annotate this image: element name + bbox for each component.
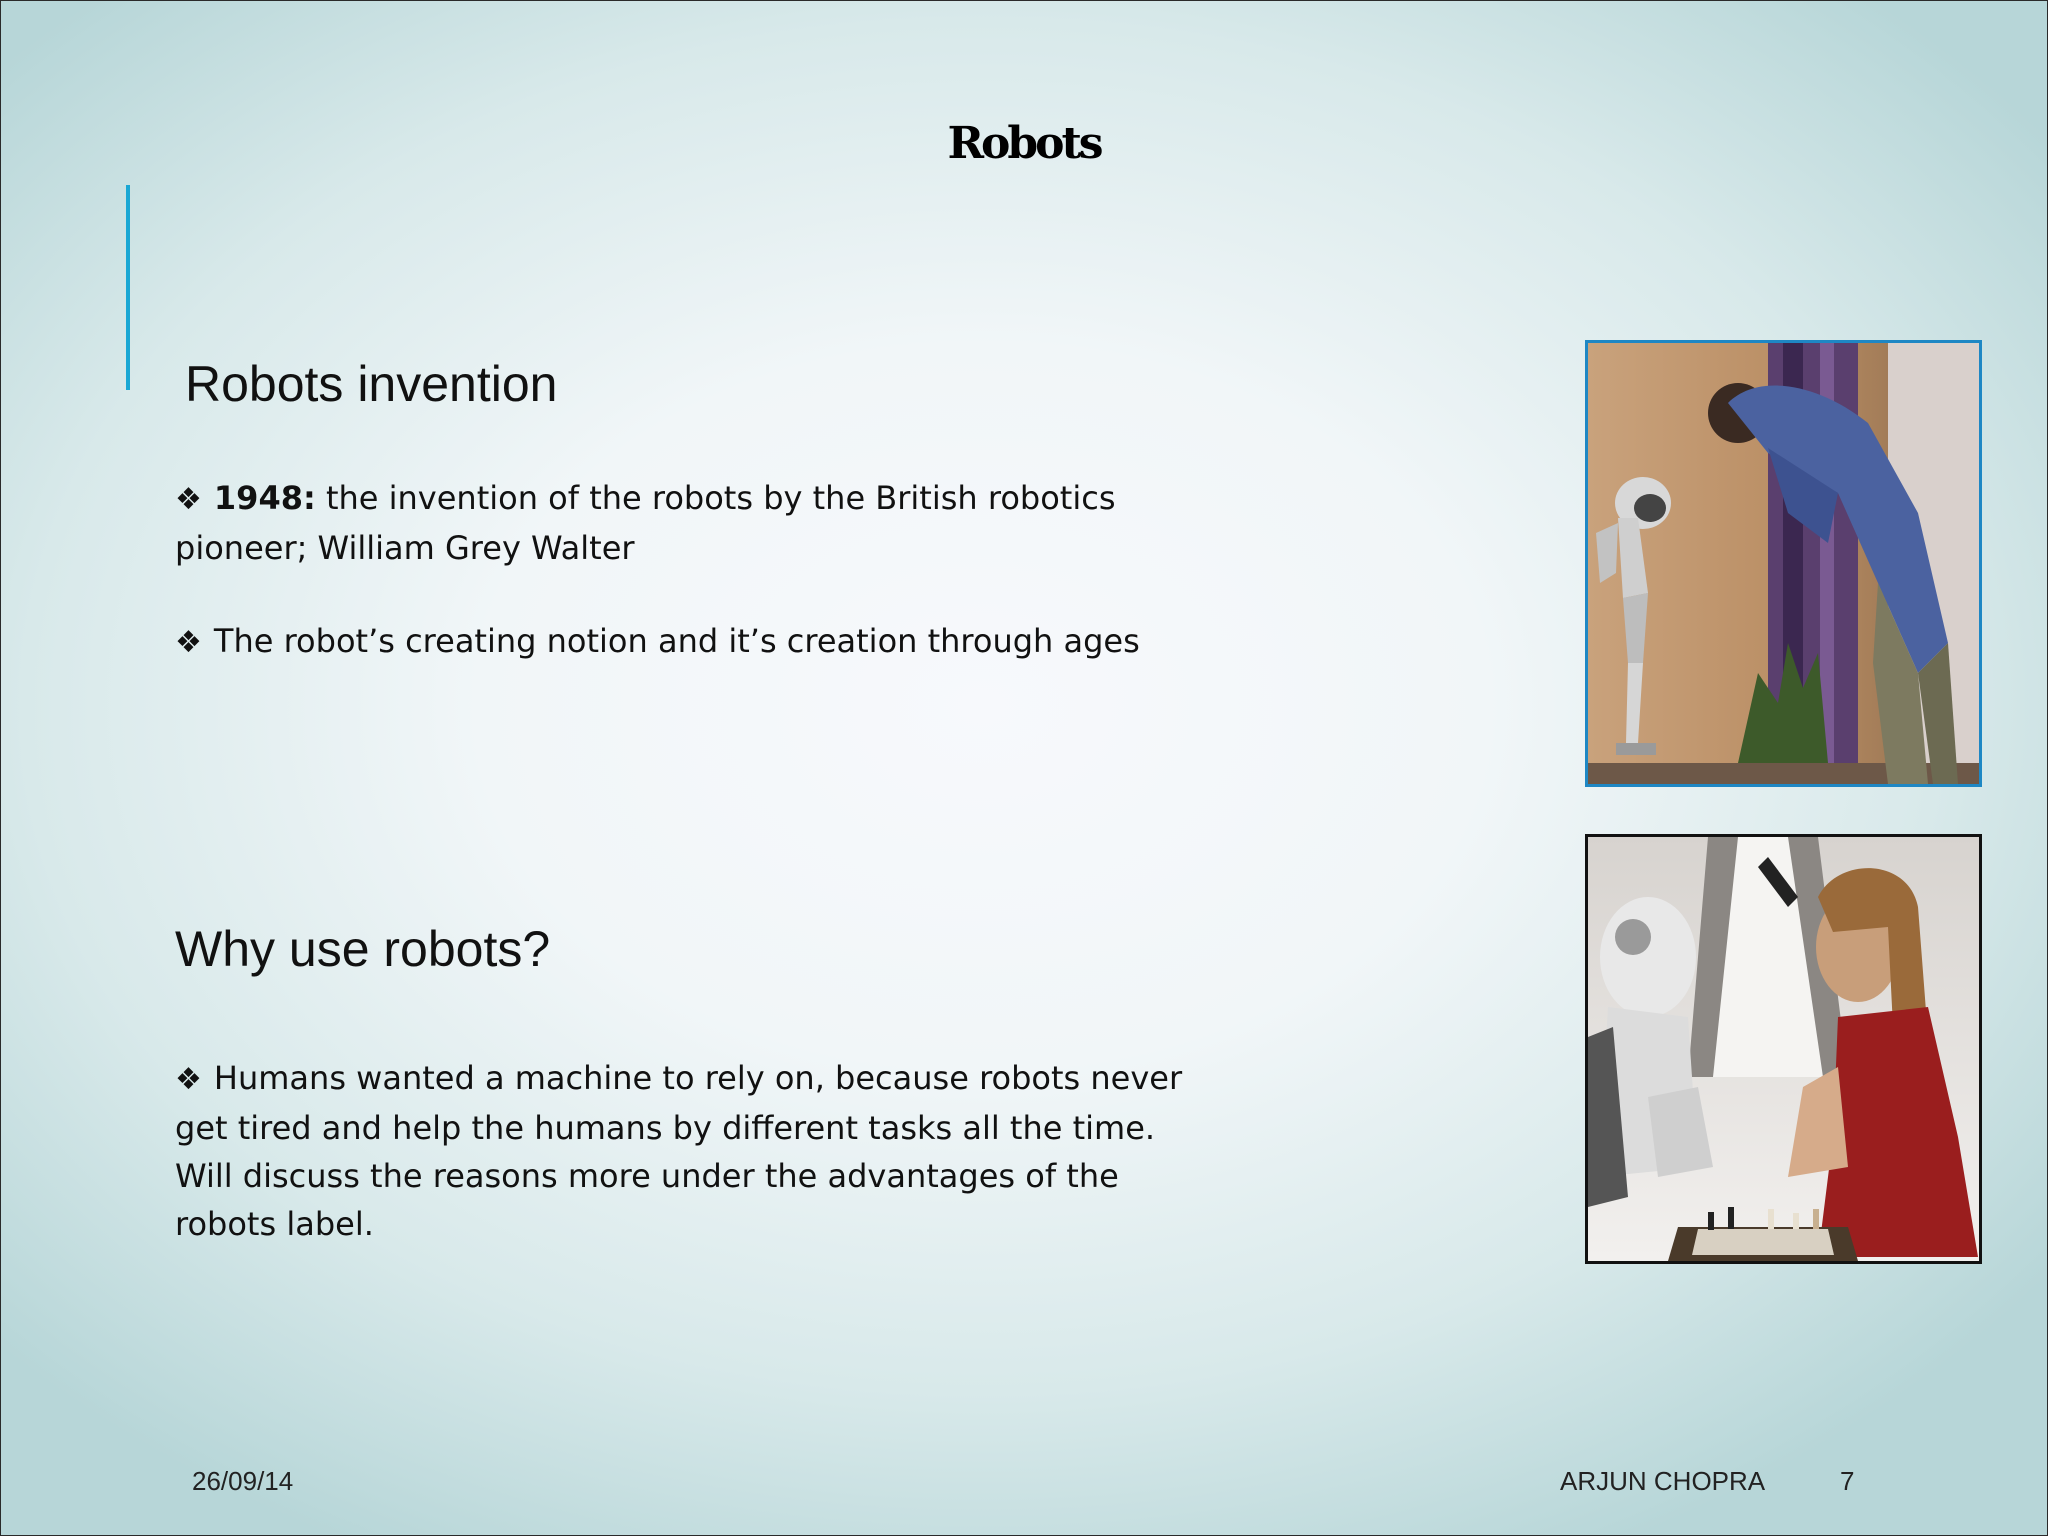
man-bowing-to-robot-photo: [1585, 340, 1982, 787]
footer-author: ARJUN CHOPRA: [1560, 1466, 1766, 1496]
bullet-icon: ❖: [175, 1062, 202, 1097]
footer-page-number: 7: [1840, 1466, 1855, 1496]
bullet-icon: ❖: [175, 482, 202, 517]
slide-title: Robots: [947, 118, 1101, 169]
bullet-text: the invention of the robots by the British robotics pioneer; William Grey Walter: [175, 479, 1116, 567]
section-heading-invention: Robots invention: [185, 356, 558, 412]
bullet-icon: ❖: [175, 625, 202, 660]
bullet-year: 1948:: [213, 479, 316, 517]
bullet-text: The robot’s creating notion and it’s creation through ages: [213, 622, 1140, 660]
robot-playing-chess-with-woman-photo: [1585, 834, 1982, 1264]
accent-bar: [126, 185, 130, 390]
bullet-text: Humans wanted a machine to rely on, because robots never get tired and help the humans by different tasks all the time. Will discuss the reasons more under the advantages of the robots label.: [175, 1059, 1183, 1243]
bullet-1948: [175, 474, 1205, 572]
bullet-why-robots: [175, 1054, 1205, 1248]
section-heading-why: Why use robots?: [175, 921, 551, 977]
footer-date: 26/09/14: [192, 1466, 294, 1496]
bullet-creation-notion: [175, 617, 1205, 667]
